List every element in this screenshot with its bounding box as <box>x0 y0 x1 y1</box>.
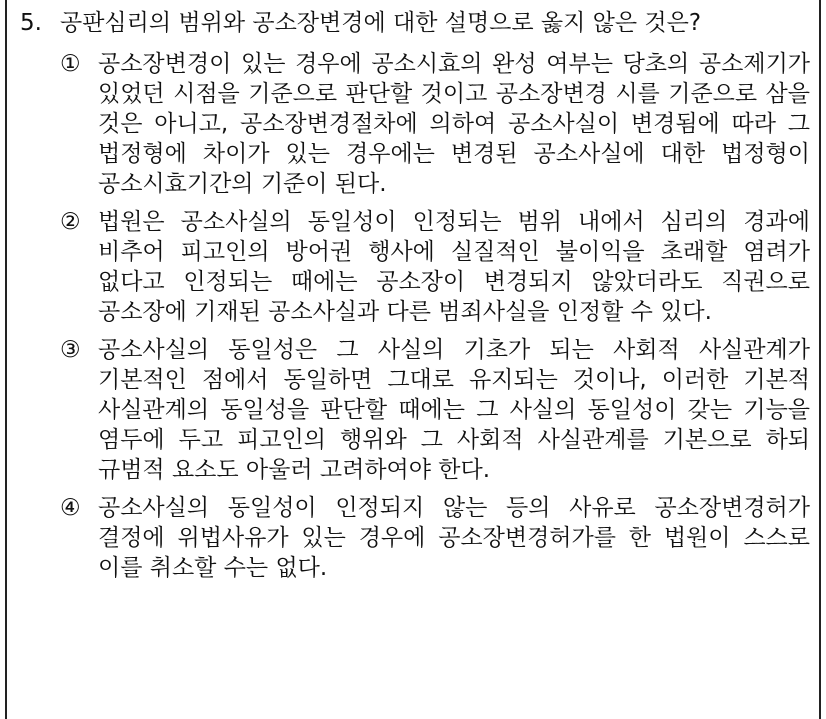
answer-option-1[interactable] <box>20 49 810 199</box>
option-text-3: 공소사실의 동일성은 그 사실의 기초가 되는 사회적 사실관계가 기본적인 점에서 동일하면 그대로 유지되는 것이나, 이러한 기본적 사실관계의 동일성을 판단할 때에는 그 사실의 동일성이 갖는 기능을 염두에 두고 피고인의 행위와 그 사회적 사실관계를 기본으로 하되 규범적 요소도 아울러 고려하여야 한다. <box>98 337 810 483</box>
option-marker-1: ① <box>60 51 81 77</box>
answer-option-3[interactable] <box>20 335 810 485</box>
question-text: 공판심리의 범위와 공소장변경에 대한 설명으로 옳지 않은 것은? <box>60 10 702 36</box>
answer-options <box>20 49 810 583</box>
question-number: 5. <box>20 10 42 36</box>
option-marker-4: ④ <box>60 495 81 521</box>
option-text-2: 법원은 공소사실의 동일성이 인정되는 범위 내에서 심리의 경과에 비추어 피고인의 방어권 행사에 실질적인 불이익을 초래할 염려가 없다고 인정되는 때에는 공소장이 변경되지 않았더라도 직권으로 공소장에 기재된 공소사실과 다른 범죄사실을 인정할 수 있다. <box>98 209 810 325</box>
option-text-4: 공소사실의 동일성이 인정되지 않는 등의 사유로 공소장변경허가 결정에 위법사유가 있는 경우에 공소장변경허가를 한 법원이 스스로 이를 취소할 수는 없다. <box>98 495 810 581</box>
question-stem <box>20 8 810 39</box>
answer-option-4[interactable] <box>20 493 810 583</box>
answer-option-2[interactable] <box>20 207 810 327</box>
option-text-1: 공소장변경이 있는 경우에 공소시효의 완성 여부는 당초의 공소제기가 있었던 시점을 기준으로 판단할 것이고 공소장변경 시를 기준으로 삼을 것은 아니고, 공소장변경절차에 의하여 공소사실이 변경됨에 따라 그 법정형에 차이가 있는 경우에는 변경된 공소사실에 대한 법정형이 공소시효기간의 기준이 된다. <box>98 51 810 197</box>
option-marker-2: ② <box>60 209 81 235</box>
option-marker-3: ③ <box>60 337 81 363</box>
question-content <box>20 8 810 591</box>
